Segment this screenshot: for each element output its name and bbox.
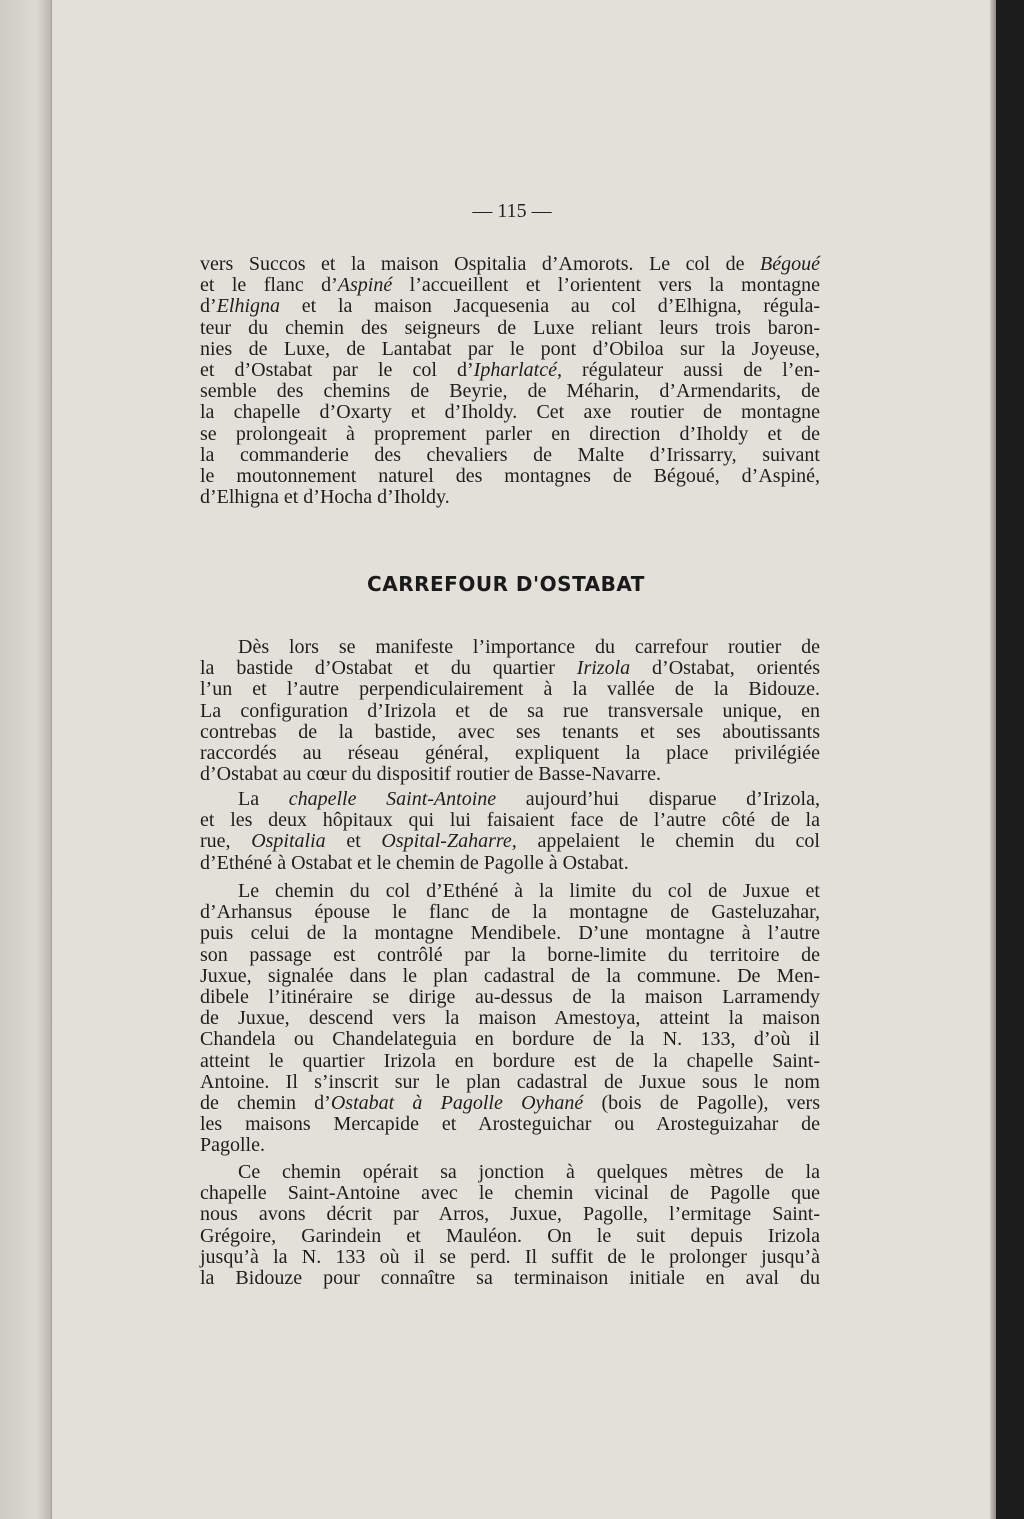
text-segment: Pagolle. [200, 1134, 265, 1157]
text-line [200, 339, 820, 360]
text-segment: nous avons décrit par Arros, Juxue, Pagolle, l’ermitage Saint- [200, 1203, 820, 1226]
text-segment: jusqu’à la N. 133 où il se perd. Il suffit de le prolonger jusqu’à [200, 1245, 820, 1268]
text-segment: La configuration d’Irizola et de sa rue transversale unique, en [200, 699, 820, 722]
text-segment: les maisons Mercapide et Arosteguichar ou Arosteguizahar de [200, 1113, 820, 1136]
text-segment: et les deux hôpitaux qui lui faisaient face de l’autre côté de la [200, 809, 820, 832]
text-line [200, 1162, 820, 1183]
italic-text: Ospital-Zaharre, [381, 830, 517, 853]
text-segment: rue, [200, 830, 252, 853]
text-segment: appelaient le chemin du col [516, 830, 820, 853]
italic-text: Ospitalia [251, 830, 326, 853]
text-segment: et la maison Jacquesenia au col d’Elhigna, régula- [280, 295, 820, 318]
text-line [200, 658, 820, 679]
text-segment: atteint le quartier Irizola en bordure est de la chapelle Saint- [200, 1049, 820, 1072]
text-line [200, 853, 820, 874]
text-segment: le moutonnement naturel des montagnes de Bégoué, d’Aspiné, [200, 464, 820, 487]
text-segment: vers Succos et la maison Ospitalia d’Amorots. Le col de [200, 253, 761, 275]
text-segment: dibele l’itinéraire se dirige au-dessus de la maison Larramendy [200, 985, 820, 1008]
text-line [200, 466, 820, 487]
italic-text: Elhigna [216, 295, 281, 318]
italic-text: chapelle Saint-Antoine [288, 788, 497, 810]
text-segment: Le chemin du col d’Ethéné à la limite du col de Juxue et [238, 880, 820, 902]
text-segment: teur du chemin des seigneurs de Luxe reliant leurs trois baron- [200, 316, 820, 339]
text-line [200, 360, 820, 381]
text-line [200, 945, 820, 966]
text-segment: (bois de Pagolle), vers [583, 1091, 820, 1114]
text-line [200, 1183, 820, 1204]
text-segment: Chandela ou Chandelateguia en bordure de la N. 133, d’où il [200, 1028, 820, 1051]
text-segment: la chapelle d’Oxarty et d’Iholdy. Cet axe routier de montagne [200, 401, 820, 424]
scan-background [996, 0, 1024, 1519]
text-line [200, 1114, 820, 1135]
text-segment: de chemin d’ [200, 1091, 331, 1114]
text-line [200, 1204, 820, 1225]
text-line [200, 1008, 820, 1029]
text-segment: Juxue, signalée dans le plan cadastral de la commune. De Men- [200, 964, 820, 987]
text-line [200, 637, 820, 658]
text-line [200, 1268, 820, 1289]
text-line [200, 1226, 820, 1247]
text-segment: d’Elhigna et d’Hocha d’Iholdy. [200, 486, 450, 509]
text-line [200, 923, 820, 944]
text-line [200, 966, 820, 987]
text-segment: et [325, 830, 382, 853]
text-line [200, 318, 820, 339]
text-segment: chapelle Saint-Antoine avec le chemin vicinal de Pagolle que [200, 1182, 820, 1205]
text-line [200, 1029, 820, 1050]
text-segment: d’ [200, 295, 217, 318]
text-line [200, 789, 820, 810]
text-segment: l’un et l’autre perpendiculairement à la vallée de la Bidouze. [200, 678, 820, 701]
paragraph [200, 789, 820, 874]
text-segment: d’Arhansus épouse le flanc de la montagne de Gasteluzahar, [200, 901, 820, 924]
text-segment: la Bidouze pour connaître sa terminaison initiale en aval du [200, 1266, 820, 1289]
text-line [200, 810, 820, 831]
text-segment: de Juxue, descend vers la maison Amestoya, atteint la maison [200, 1007, 820, 1030]
italic-text: Bégoué [760, 253, 820, 275]
text-line [200, 1072, 820, 1093]
text-line [200, 487, 820, 508]
text-segment: régulateur aussi de l’en- [561, 358, 820, 381]
text-segment: contrebas de la bastide, avec ses tenants et ses aboutissants [200, 720, 820, 743]
italic-text: Aspiné [337, 274, 393, 297]
text-segment: la bastide d’Ostabat et du quartier [200, 657, 577, 680]
text-line [200, 1051, 820, 1072]
text-segment: La [238, 788, 289, 810]
italic-text: Irizola [576, 657, 631, 680]
text-segment: puis celui de la montagne Mendibele. D’une montagne à l’autre [200, 922, 820, 945]
text-segment: aujourd’hui disparue d’Irizola, [496, 788, 820, 810]
book-gutter [0, 0, 52, 1519]
text-line [200, 296, 820, 317]
text-segment: Ce chemin opérait sa jonction à quelques mètres de la [238, 1161, 820, 1183]
text-line [200, 445, 820, 466]
text-line [200, 701, 820, 722]
text-segment: nies de Luxe, de Lantabat par le pont d’Obiloa sur la Joyeuse, [200, 337, 820, 360]
text-line [200, 764, 820, 785]
text-segment: Grégoire, Garindein et Mauléon. On le suit depuis Irizola [200, 1224, 820, 1247]
text-segment: l’accueillent et l’orientent vers la montagne [392, 274, 821, 297]
paragraph [200, 637, 820, 785]
text-line [200, 831, 820, 852]
text-segment: d’Ethéné à Ostabat et le chemin de Pagolle à Ostabat. [200, 851, 629, 874]
text-segment: son passage est contrôlé par la borne-limite du territoire de [200, 943, 820, 966]
text-segment: Dès lors se manifeste l’importance du carrefour routier de [238, 636, 820, 658]
text-line [200, 987, 820, 1008]
text-segment: d’Ostabat, orientés [630, 657, 820, 680]
text-line [200, 381, 820, 402]
text-segment: et le flanc d’ [200, 274, 338, 297]
text-segment: semble des chemins de Beyrie, de Méharin, d’Armendarits, de [200, 380, 820, 403]
text-line [200, 254, 820, 275]
section-heading: CARREFOUR D'OSTABAT [367, 572, 645, 596]
text-line [200, 424, 820, 445]
text-segment: raccordés au réseau général, expliquent la place privilégiée [200, 741, 820, 764]
text-segment: d’Ostabat au cœur du dispositif routier de Basse-Navarre. [200, 763, 661, 786]
paragraph [200, 881, 820, 1156]
text-segment: et d’Ostabat par le col d’ [200, 358, 474, 381]
italic-text: Ostabat à Pagolle Oyhané [330, 1091, 584, 1114]
paragraph [200, 1162, 820, 1289]
text-line [200, 402, 820, 423]
paragraph [200, 254, 820, 508]
text-line [200, 1093, 820, 1114]
text-line [200, 881, 820, 902]
text-line [200, 743, 820, 764]
text-segment: Antoine. Il s’inscrit sur le plan cadastral de Juxue sous le nom [200, 1070, 820, 1093]
text-line [200, 1135, 820, 1156]
italic-text: Ipharlatcé, [473, 358, 562, 381]
text-segment: la commanderie des chevaliers de Malte d’Irissarry, suivant [200, 443, 820, 466]
page-number: — 115 — [472, 200, 552, 222]
text-line [200, 275, 820, 296]
text-line [200, 679, 820, 700]
text-line [200, 902, 820, 923]
text-line [200, 1247, 820, 1268]
text-line [200, 722, 820, 743]
text-segment: se prolongeait à proprement parler en direction d’Iholdy et de [200, 422, 820, 445]
